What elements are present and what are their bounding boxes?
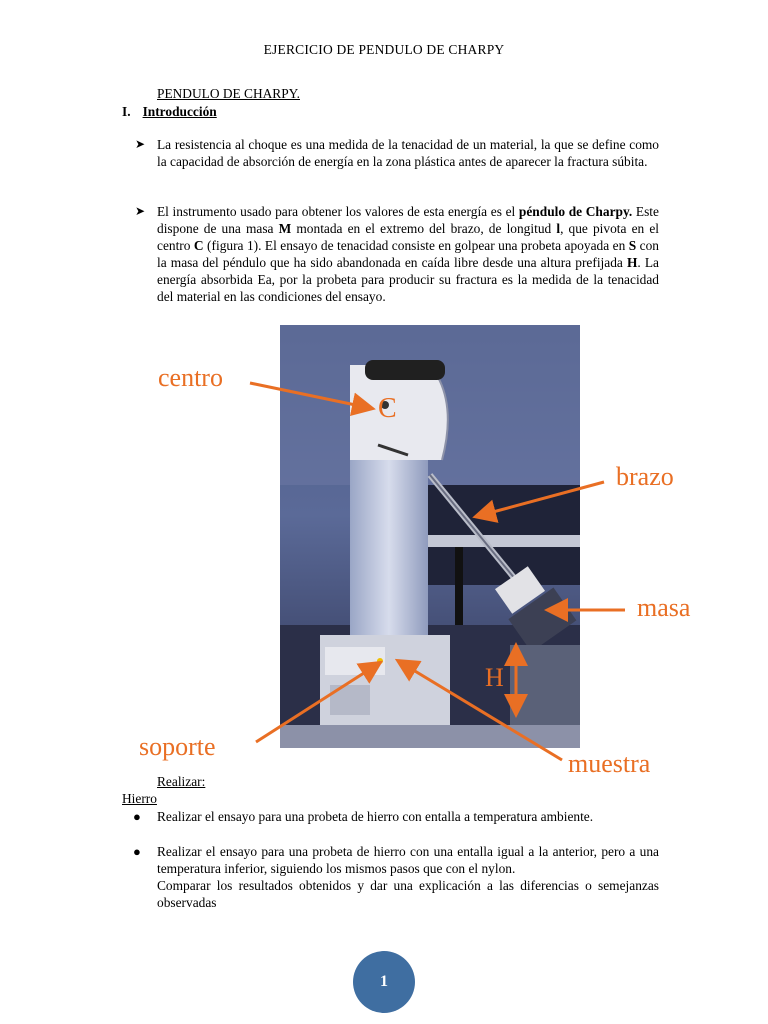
text-run: , que pivota en el centro — [157, 221, 659, 253]
section-title: Introducción — [142, 104, 217, 119]
arrow-muestra — [400, 662, 562, 760]
section-number: I. — [122, 104, 131, 119]
label-h: H — [485, 663, 504, 692]
bold-term: C — [193, 238, 204, 253]
bullet-dot-icon: ● — [133, 809, 141, 824]
task-closing: Comparar los resultados obtenidos y dar una explicación a las diferencias o semejanzas observadas — [157, 878, 659, 910]
bold-term: M — [278, 221, 292, 236]
arrow-centro — [250, 383, 370, 408]
bold-term: S — [628, 238, 637, 253]
paragraph-text: La resistencia al choque es una medida de la tenacidad de un material, la que se define como la capacidad de absorción de energía en la zona plástica antes de aparecer la fractura súbita. — [157, 137, 659, 169]
text-run: . La energía absorbida Ea, por la probeta para producir su fractura es la medida de la tenacidad del material en las condiciones del ensayo. — [157, 255, 659, 304]
label-masa: masa — [637, 593, 691, 622]
page-header: EJERCICIO DE PENDULO DE CHARPY — [263, 42, 505, 57]
label-c: C — [378, 393, 397, 424]
document-title: PENDULO DE CHARPY. — [157, 86, 300, 101]
bold-term: H — [626, 255, 638, 270]
realizar-heading: Realizar: — [157, 774, 206, 789]
arrow-soporte — [256, 664, 378, 742]
text-run: con la masa del péndulo que ha sido abandonada en caída libre desde una altura prefijada — [157, 238, 659, 270]
material-heading: Hierro — [122, 791, 157, 806]
text-run: Este dispone de una masa — [157, 204, 659, 236]
label-centro: centro — [158, 363, 223, 392]
arrow-bullet-icon: ➤ — [135, 204, 146, 218]
task-item-2 — [133, 844, 659, 877]
text-run: montada en el extremo del brazo, de longitud — [291, 221, 557, 236]
task-text: Realizar el ensayo para una probeta de hierro con una entalla igual a la anterior, pero a una temperatura inferior, siguiendo los mismos pasos que con el nylon. — [157, 844, 659, 876]
label-soporte: soporte — [139, 732, 216, 761]
bold-term: péndulo de Charpy. — [518, 204, 633, 219]
bold-term: l — [556, 221, 561, 236]
task-item-1 — [133, 809, 659, 826]
page-number-badge: 1 — [353, 951, 415, 1013]
label-muestra: muestra — [568, 749, 651, 778]
arrow-brazo — [478, 482, 604, 516]
text-run: (figura 1). El ensayo de tenacidad consiste en golpear una probeta apoyada en — [203, 238, 629, 253]
bullet-dot-icon: ● — [133, 844, 141, 859]
arrow-bullet-icon: ➤ — [135, 137, 146, 151]
label-brazo: brazo — [616, 462, 674, 491]
text-run: El instrumento usado para obtener los valores de esta energía es el — [157, 204, 519, 219]
task-text: Realizar el ensayo para una probeta de hierro con entalla a temperatura ambiente. — [157, 809, 594, 824]
